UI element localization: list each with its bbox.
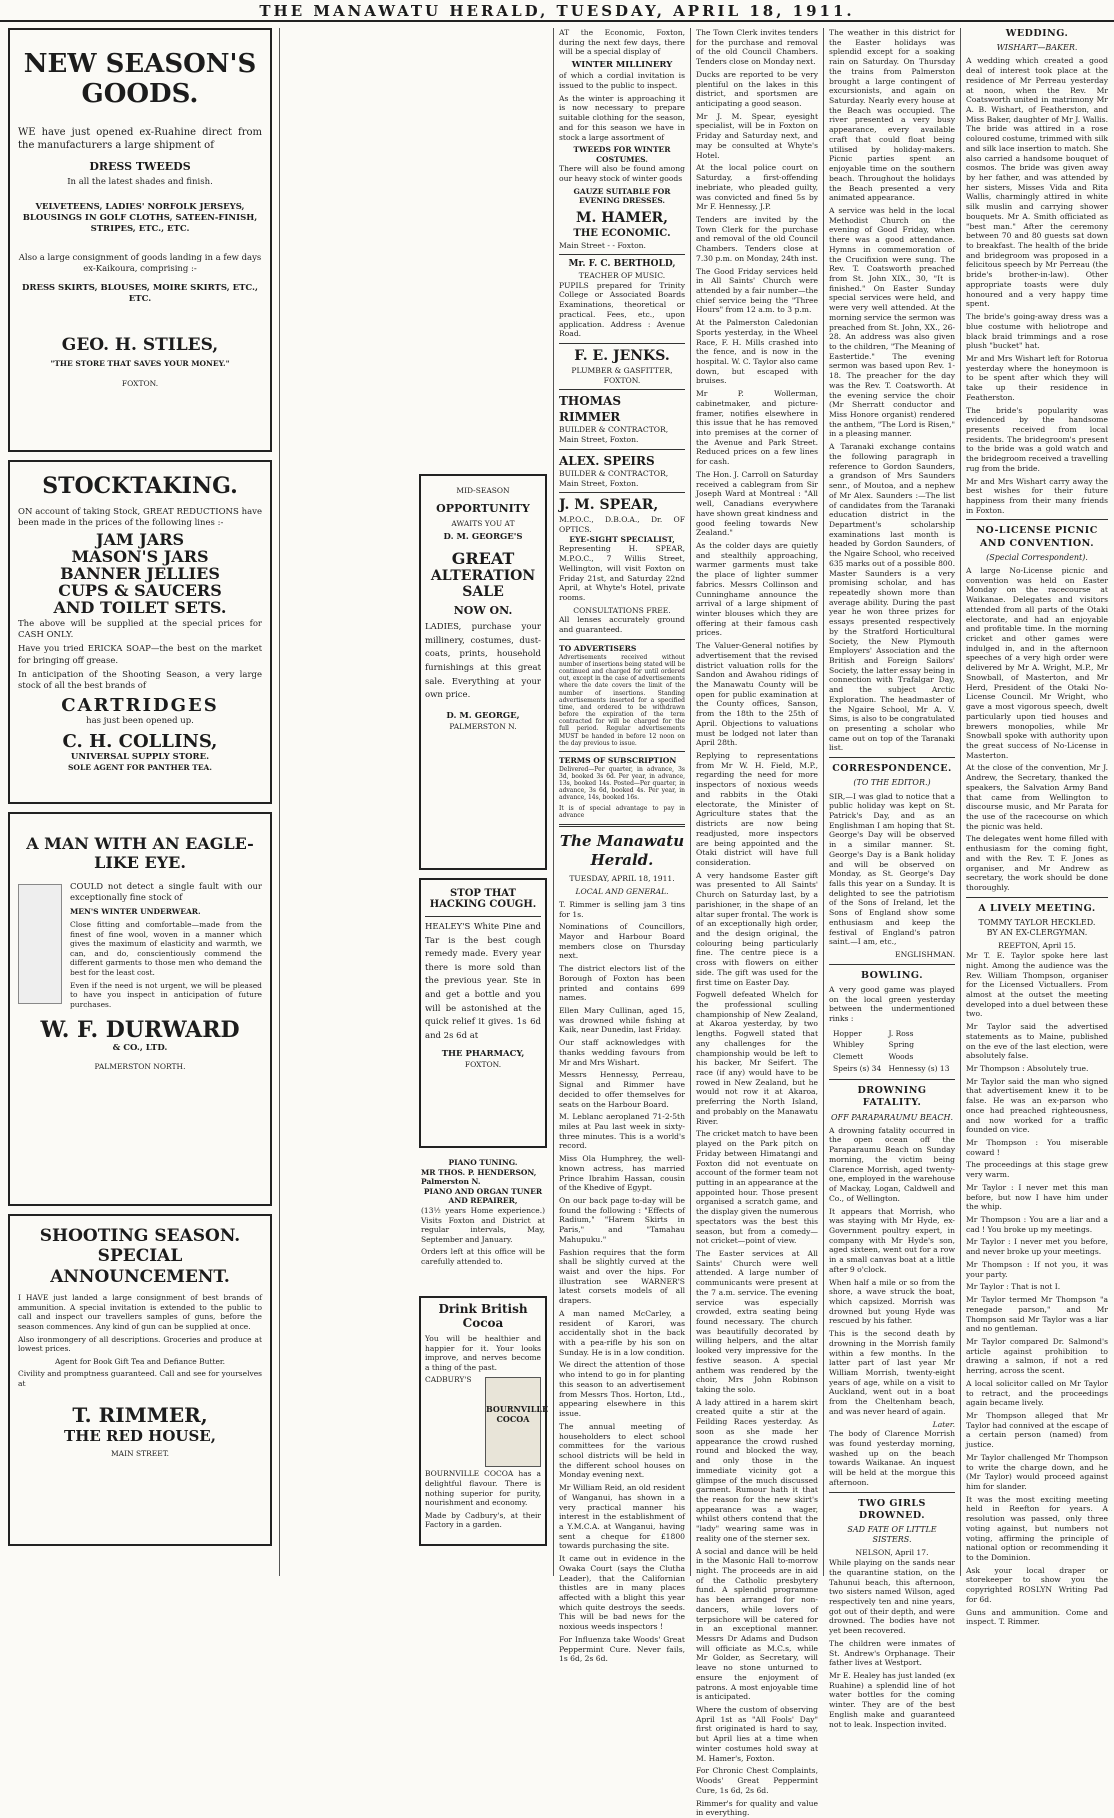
girls-sub: SAD FATE OF LITTLE SISTERS.: [847, 1524, 937, 1545]
meeting-heading: A LIVELY MEETING.: [978, 902, 1096, 914]
speirs-name: ALEX. SPEIRS: [559, 453, 655, 468]
meeting-paragraph: Mr Taylor said the man who signed that advertisement knew it to be false. He was an ex-parson who once had preached righteousness, and now worked for a traffic founded on vice.: [966, 1076, 1108, 1135]
spear-role: EYE-SIGHT SPECIALIST,: [569, 534, 675, 544]
hamer-heading: GAUZE SUITABLE FOR EVENING DRESSES.: [573, 186, 671, 206]
subscription-text: Delivered—Per quarter, in advance, 3s 3d, booked 3s 6d. Per year, in advance, 13s, booked 14s. Posted—Per quarter, in advance, 3s 6d, booked 4s. Per year, in advance, 14s, booked 16s.: [559, 765, 685, 802]
hamer-text: of which a cordial invitation is issued to the public to inspect.: [559, 71, 685, 90]
local-news-item: Ellen Mary Cullinan, aged 15, was drowned while fishing at Kaik, near Dunedin, last Friday.: [559, 1006, 685, 1035]
stiles-town: FOXTON.: [121, 378, 159, 388]
column-rule: [823, 28, 824, 1576]
collins-agent: SOLE AGENT FOR PANTHER TEA.: [68, 762, 212, 772]
durward-text: Even if the need is not urgent, we will be pleased to have you inspect in anticipation of future purchases.: [70, 980, 262, 1009]
meeting-paragraph: Mr Taylor said the advertised statements as to Maine, published on the eve of the last election, were absolutely false.: [966, 1022, 1108, 1061]
bowling-cell: Hennessy (s) 13: [888, 1063, 950, 1073]
piano-text: Orders left at this office will be carefully attended to.: [421, 1247, 545, 1266]
spear-quals: M.P.O.C., D.B.O.A., Dr. OF OPTICS.: [559, 515, 685, 534]
wedding-heading: WEDDING.: [1005, 28, 1069, 39]
column-rule: [960, 28, 961, 1576]
picnic-heading: NO-LICENSE PICNIC AND CONVENTION.: [976, 525, 1098, 549]
berthold-text: PUPILS prepared for Trinity College or Associated Boards Examinations, theoretical or practical. Fees, etc., upon application. Address : Avenue Road.: [559, 280, 685, 339]
meeting-date: REEFTON, April 15.: [998, 941, 1076, 951]
bowling-cell: Hopper: [833, 1028, 862, 1038]
stiles-item: DRESS SKIRTS, BLOUSES, MOIRE SKIRTS, ETC., ETC.: [22, 283, 258, 305]
column-rule: [279, 28, 280, 1576]
piano-advert: [419, 1156, 547, 1296]
hamer-name: M. HAMER,: [575, 210, 668, 227]
george-line: AWAITS YOU AT: [451, 518, 515, 528]
bowling-text: A very good game was played on the local green yesterday between the undermentioned rinks :: [829, 984, 955, 1024]
collins-intro: ON account of taking Stock, GREAT REDUCTIONS have been made in the prices of the following lines :-: [18, 507, 262, 529]
news-item: Replying to representations from Mr W. H. Field, M.P., regarding the need for more inspectors of noxious weeds and rabbits in the Otaki electorate, the Minister of Agriculture states that the districts are now being readjusted, more inspectors are being appointed and the Otaki district will have full consideration.: [696, 751, 818, 867]
girls-text: Mr E. Healey has just landed (ex Ruahine) a splendid line of hot water bottles for the coming winter. They are of the best English make and guaranteed not to leak. Inspection invited.: [829, 1671, 956, 1729]
cocoa-text: CADBURY'S BOURNVILLE COCOA has a delightful flavour. There is nothing superior for purity, nourishment and economy.: [425, 1375, 541, 1508]
jenks-role: PLUMBER & GASFITTER,: [571, 365, 673, 375]
cocoa-title: Drink British Cocoa: [438, 1302, 528, 1330]
drowning-text: It appears that Morrish, who was staying with Mr Hyde, ex-Government poultry expert, in company with Mr Hyde's son, aged sixteen, went out for a row in a small canvas boat at a little after 9 o'clock.: [829, 1206, 955, 1274]
spear-text: All lenses accurately ground and guaranteed.: [559, 615, 685, 635]
local-news-item: Mr William Reid, an old resident of Wanganui, has shown in a very practical manner his interest in the establishment of a Y.M.C.A. at Wanganui, having sent a cheque for £1800 towards purchasing the site.: [559, 1483, 685, 1551]
local-news-item: The district electors list of the Borough of Foxton has been printed and contains 699 names.: [559, 964, 685, 1003]
stiles-advert: [8, 28, 272, 452]
news-item: The cricket match to have been played on the Park pitch on Friday between Himatangi and Foxton did not eventuate on account of the former team not putting in an appearance at the appointed hour. Those present organised a scratch game, and the display given the numerous spectators was the best this season, but from a comedy—not cricket—point of view.: [696, 1129, 818, 1246]
george-line: MID-SEASON: [456, 486, 510, 495]
meeting-paragraph: Mr Thompson alleged that Mr Taylor had connived at the escape of a certain person (named) from justice.: [966, 1410, 1108, 1450]
cocoa-text: You will be healthier and happier for it. Your looks improve, and nerves become a thing of the past.: [425, 1334, 541, 1372]
drowning-text: When half a mile or so from the shore, a wave struck the boat, which capsized. Morrish was drowned but young Hyde was rescued by his father.: [829, 1277, 955, 1326]
correspondence-sub: (TO THE EDITOR.): [853, 778, 931, 788]
meeting-paragraph: Guns and ammunition. Come and inspect. T. Rimmer.: [966, 1607, 1108, 1627]
rimmer-house: THE RED HOUSE,: [64, 1426, 216, 1445]
trimmer-name: THOMAS RIMMER: [559, 394, 621, 424]
meeting-paragraph: Mr Taylor : I never met this man before, but now I have him under the whip.: [966, 1182, 1108, 1212]
pharmacy-title: STOP THAT HACKING COUGH.: [429, 888, 537, 910]
column-7: [966, 28, 1108, 1627]
collins-opened: has just been opened up.: [86, 715, 194, 726]
stiles-item: VELVETEENS, LADIES' NORFOLK JERSEYS, BLOUSINGS IN GOLF CLOTHS, SATEEN-FINISH, STRIPES, ETC., ETC.: [22, 201, 258, 234]
news-list: [829, 28, 955, 753]
man-illustration: [18, 884, 62, 1004]
girls-heading: TWO GIRLS DROWNED.: [858, 1497, 926, 1521]
wedding-text: A wedding which created a good deal of interest took place at the residence of Mr Perreau yesterday at noon, when the Rev. Mr Coatsworth united in matrimony Mr A. B. Wishart, of Featherston, and Miss Baker, daughter of Mr J. Wallis. The bride was attired in a rose coloured costume, trimmed with silk and silk lace insertion to match. She also carried a handsome bouquet of cosmos. The bride was given away by her father, and was attended by her sisters, Misses Vida and Rita Wallis, charmingly attired in white silk muslin and carrying shower bouquets. Mr A. Smith officiated as "best man." After the ceremony between 70 and 80 guests sat down to breakfast. The health of the bride and bridegroom was proposed in a felicitous speech by Mr Perreau (the bride's brother-in-law). Other appropriate toasts were duly honoured and a very happy time spent.: [966, 56, 1108, 309]
spear-text: CONSULTATIONS FREE.: [573, 605, 671, 615]
collins-line: CUPS & SAUCERS: [58, 580, 222, 600]
local-news-item: Messrs Hennessy, Perreau, Signal and Rimmer have decided to offer themselves for seats on the Harbour Board.: [559, 1070, 685, 1109]
durward-text: COULD not detect a single fault with our exceptionally fine stock of: [70, 882, 262, 904]
news-item: The Hon. J. Carroll on Saturday received a cablegram from Sir Joseph Ward at Montreal : "All well, Canadians everywhere have shown great kindness and good feeling towards New Zealand.": [696, 469, 818, 538]
durward-underwear: MEN'S WINTER UNDERWEAR.: [70, 907, 201, 917]
newspaper-masthead: The Manawatu Herald.: [559, 832, 685, 870]
column-rule: [690, 28, 691, 1576]
meeting-paragraph: Mr Thompson : Absolutely true.: [966, 1063, 1089, 1073]
news-item: The Good Friday services held in All Saints' Church were attended by a fair number—the chief service being the "Three Hours" from 12 a.m. to 3 p.m.: [696, 266, 818, 315]
girls-date: NELSON, April 17.: [855, 1548, 929, 1558]
correspondence-text: SIR,—I was glad to notice that a public holiday was kept on St. Patrick's Day, and as an Englishman I am hoping that St. George's Day will be observed in a similar manner. St. George's Day is a Bank holiday and will be observed on Monday, as St. George's Day falls this year on a Sunday. It is delighted to see the patriotism of the Sons of Ireland, let the Sons of England show some enthusiasm and keep the festival of England's patron saint.—I am, etc.,: [829, 791, 955, 947]
local-news-item: Nominations of Councillors, Mayor and Harbour Board members close on Thursday next.: [559, 922, 685, 961]
rimmer-title: SPECIAL ANNOUNCEMENT.: [50, 1246, 230, 1287]
drowning-text: This is the second death by drowning in the Morrish family within a few months. In the latter part of last year Mr William Morrish, twenty-eight years of age, while on a visit to Auckland, went out in a boat from the Cheltenham beach, and was never heard of again.: [829, 1329, 955, 1416]
subscription-text: It is of special advantage to pay in advance: [559, 804, 685, 819]
wedding-text: Mr and Mrs Wishart carry away the best wishes for their future happiness from their many friends in Foxton.: [966, 476, 1108, 515]
rimmer-title: SHOOTING SEASON.: [39, 1226, 241, 1246]
news-item: A service was held in the local Methodist Church on the evening of Good Friday, when there was a good attendance. Hymns in commemoration of the Crucifixion were sung. The Rev. T. Coatsworth preached from St. John XIX., 30, "It is finished." On Easter Sunday special services were held, and were very well attended. At the morning service the sermon was preached from St. John, XX., 26-28. An address was also given to the children, "The Meaning of Eastertide." The evening sermon was based upon Rev. 1-18. The preacher for the day was the Rev. T. Coatsworth. At the evening service the choir (Mr Sherratt conductor and Miss Honore organist) rendered the anthem, "The Lord is Risen," in a pleasing manner.: [829, 205, 955, 439]
bowling-cell: J. Ross: [888, 1028, 914, 1038]
hamer-text: As the winter is approaching it is now necessary to prepare suitable clothing for the season, and for this season we have in stock a large assortment of: [559, 93, 685, 142]
rimmer-text: I HAVE just landed a large consignment of best brands of ammunition. A special invitation is extended to the public to call and inspect our travellers samples of guns, before the season commences. Any kind of gun can be supplied at once.: [18, 1293, 262, 1331]
local-news-item: For Influenza take Woods' Great Peppermint Cure. Never fails, 1s 6d, 2s 6d.: [559, 1634, 685, 1664]
george-town: PALMERSTON N.: [449, 721, 517, 731]
berthold-role: TEACHER OF MUSIC.: [578, 270, 666, 280]
meeting-paragraph: Mr Thompson : You miserable coward !: [966, 1138, 1108, 1157]
news-item: A Taranaki exchange contains the following paragraph in reference to Gordon Saunders, a grandson of Mrs Saunders senr., of Moutoa, and a nephew of Mr Alex. Saunders :—The list of candidates from the Taranaki education district in the Department's scholarship examinations last month is headed by Gordon Saunders, of the Ngaire School, who received 635 marks out of a possible 800. Master Saunders is a very promising scholar, and has repeatedly shown more than average ability. During the past year he won three prizes for essays presented respectively by the Stratford Horticultural Society, the New Plymouth Employers' Association and the British and Foreign Sailors' Society, the latter essay being in connection with Trafalgar Day, and the subject Arctic Exploration. The headmaster of the Ngaire School, Mr A. V. Sims, is also to be congratulated on presenting a scholar who came out on top of the Taranaki list.: [829, 442, 955, 753]
stiles-item-sub: In all the latest shades and finish.: [67, 176, 213, 187]
local-news-item: We direct the attention of those who intend to go in for planting this season to an advertisement from Messrs Thos. Horton, Ltd., appearing elsewhere in this issue.: [559, 1360, 685, 1419]
george-line: SALE: [462, 584, 504, 601]
subscription-title: TERMS OF SUBSCRIPTION: [559, 756, 677, 765]
rimmer-text: Civility and promptness guaranteed. Call and see for yourselves at: [18, 1369, 262, 1388]
column-rule: [553, 28, 554, 1576]
picnic-text: A large No-License picnic and convention was held on Easter Monday on the racecourse at Waikanae. Delegates and visitors attended from all parts of the Otaki electorate, and had an enjoyable and profitable time. In the morning cricket and other games were indulged in, and in the afternoon speeches of a very high order were delivered by Mr A. Wright, M.P., Mr Snowball, of Masterton, and Mr Herd, President of the Otaki No-License Council. Mr Wright, who gave a most vigorous speech, dwelt particularly upon tied houses and brewers monopolies, while Mr Snowball spoke with authority upon the great success of No-License in Masterton.: [966, 566, 1108, 760]
piano-text: MR THOS. P. HENDERSON, Palmerston N.: [421, 1167, 537, 1187]
news-item: The weather in this district for the Easter holidays was splendid except for a soaking rain on Saturday. On Thursday the trains from Palmerston brought a large contingent of excursionists, and again on Saturday. Nearly every house at the Beach was occupied. The river presented a very busy appearance, every available craft that could float being utilised by holiday-makers. Picnic parties spent an enjoyable time on the southern beach. Throughout the holidays the Beach presented a very animated appearance.: [829, 28, 955, 203]
news-item: A lady attired in a harem skirt created quite a stir at the Feilding Races yesterday. As soon as she made her appearance the crowd rushed round and blocked the way, and only those in the immediate vicinity got a glimpse of the much discussed garment. Rumour hath it that the reason for the new skirt's appearance was a wager, whilst others contend that the "lady" wearing same was in reality one of the sterner sex.: [696, 1397, 818, 1543]
meeting-paragraph: Ask your local draper or storekeeper to show you the copyrighted ROSLYN Writing Pad for 6d.: [966, 1565, 1108, 1604]
news-item: At the local police court on Saturday, a first-offending inebriate, who pleaded guilty, was convicted and fined 5s by Mr F. Hennessy, J.P.: [696, 163, 818, 212]
picnic-text: The delegates went home filled with enthusiasm for the coming fight, and with the Rev. T. F. Jones as organiser, and Mr Andrew as secretary, the work should be done thoroughly.: [966, 834, 1108, 892]
news-item: The Easter services at All Saints' Church were well attended. A large number of communicants were present at the 7 a.m. service. The evening service was especially crowded, extra seating being found necessary. The church was beautifully decorated by willing helpers, and the altar looked very impressive for the festive season. A special anthem was rendered by the choir, Mrs John Robinson taking the solo.: [696, 1248, 818, 1395]
durward-advert: [8, 812, 272, 1206]
news-item: As the colder days are quietly and stealthily approaching, warmer garments must take the place of lighter summer fabrics. Messrs Collinson and Cunninghame announce the arrival of a large shipment of winter blouses which they are offering at their famous cash prices.: [696, 540, 818, 638]
newspaper-date: TUESDAY, APRIL 18, 1911.: [569, 874, 675, 884]
cocoa-text: Made by Cadbury's, at their Factory in a garden.: [425, 1510, 541, 1530]
drowning-text: A drowning fatality occurred in the open ocean off the Paraparaumu Beach on Sunday morning, the victim being Clarence Morrish, aged twenty-one, employed in the warehouse of Mackay, Logan, Caldwell and Co., of Wellington.: [829, 1125, 955, 1203]
spear-text: Representing H. SPEAR, M.P.O.C., 7 Willis Street, Wellington, will visit Foxton on Friday 21st, and Saturday 22nd April, at Whyte's Hotel, private rooms.: [559, 544, 685, 602]
news-item: At the Palmerston Caledonian Sports yesterday, in the Wheel Race, F. H. Mills crashed into the fence, and is now in the hospital. W. C. Taylor also came down, but escaped with bruises.: [696, 318, 818, 386]
bowling-cell: Clemett: [833, 1052, 864, 1062]
girls-text: The children were inmates of St. Andrew's Orphanage. Their father lives at Westport.: [829, 1638, 955, 1668]
bowling-cell: Spring: [888, 1040, 914, 1050]
spear-name: J. M. SPEAR,: [559, 497, 659, 514]
advertisers-text: Advertisements received without number of insertions being stated will be continued and charged for until ordered out, except in the case of advertisements where the date covers the limit of the number of insertions. Standing advertisements inserted for a specified time, and ordered to be withdrawn before the expiration of the term contracted for will be charged for the full period. Regular advertisements MUST be handed in before 12 noon on the day previous to issue.: [559, 653, 685, 747]
news-item: Mr J. M. Spear, eyesight specialist, will be in Foxton on Friday and Saturday next, and may be consulted at Whyte's Hotel.: [696, 111, 818, 160]
bowling-heading: BOWLING.: [860, 969, 924, 981]
bowling-row: [831, 1040, 953, 1050]
column-6: [829, 28, 956, 1729]
pharmacy-advert: [419, 878, 547, 1148]
stiles-intro: WE have just opened ex-Ruahine direct from the manufacturers a large shipment of: [18, 126, 262, 151]
pharmacy-town: FOXTON.: [464, 1060, 502, 1070]
collins-line: AND TOILET SETS.: [53, 597, 227, 617]
george-line: OPPORTUNITY: [436, 501, 530, 515]
local-news-item: Miss Ola Humphrey, the well-known actress, has married Prince Ibrahim Hassan, cousin of the Khedive of Egypt.: [559, 1154, 685, 1193]
local-news-item: The annual meeting of householders to elect school committees for the various school districts will be held in the different school houses on Monday evening next.: [559, 1421, 685, 1480]
collins-title: STOCKTAKING.: [42, 473, 238, 499]
stiles-name: GEO. H. STILES,: [61, 335, 219, 356]
cocoa-advert: [419, 1296, 547, 1546]
hamer-sub: THE ECONOMIC.: [573, 227, 671, 239]
collins-soap: Have you tried ERICKA SOAP—the best on the market for bringing off grease.: [18, 644, 262, 666]
news-item: Rimmer's for quality and value in everything.: [696, 1798, 818, 1818]
column-3: [419, 474, 547, 1554]
collins-advert: [8, 460, 272, 804]
rimmer-text: Also ironmongery of all descriptions. Groceries and produce at lowest prices.: [18, 1334, 262, 1354]
picnic-sub: (Special Correspondent).: [986, 552, 1088, 562]
stiles-also: Also a large consignment of goods landing in a few days ex-Kaikoura, comprising :-: [18, 252, 262, 275]
news-item: The Town Clerk invites tenders for the purchase and removal of the old Council Chambers. Tenders close on Monday next.: [696, 28, 818, 67]
news-item: The Valuer-General notifies by advertisement that the revised district valuation rolls for the Sandon and Awahou ridings of the Manawatu County will be open for public examination at the County offices, Sanson, from the 18th to the 25th of April. Objections to valuations must be lodged not later than April 28th.: [696, 641, 818, 748]
rimmer-name: T. RIMMER,: [72, 1402, 208, 1427]
news-item: A social and dance will be held in the Masonic Hall to-morrow night. The proceeds are in aid of the Catholic presbytery fund. A splendid programme has been arranged for non-dancers, while lovers of terpsichore will be catered for in an exceptional manner. Messrs Dr Adams and Dudson will officiate as M.C.s, while Mr Golder, as Secretary, will leave no stone unturned to ensure the enjoyment of patrons. A most enjoyable time is anticipated.: [696, 1546, 818, 1702]
drowning-sub: OFF PARAPARAUMU BEACH.: [830, 1112, 953, 1122]
jenks-town: FOXTON.: [603, 375, 641, 385]
collins-note: The above will be supplied at the special prices for CASH ONLY.: [18, 619, 262, 641]
piano-text: (13½ years Home experience.) Visits Foxton and District at regular intervals, May, September and January.: [421, 1205, 545, 1244]
page-header: THE MANAWATU HERALD, TUESDAY, APRIL 18, 1911.: [0, 0, 1114, 22]
collins-line: JAM JARS: [95, 530, 185, 550]
collins-line: BANNER JELLIES: [60, 563, 220, 583]
george-line: NOW ON.: [453, 604, 513, 618]
george-line: ALTERATION: [430, 568, 536, 585]
cocoa-tin-image: BOURNVILLE COCOA: [485, 1377, 541, 1467]
pharmacy-text: HEALEY'S White Pine and Tar is the best cough remedy made. Every year there is more sold than the previous year. Ste in and get a bottle and you will be astonished at the quick relief it gives. 1s 6d and 2s 6d at: [425, 922, 541, 1041]
meeting-sub: TOMMY TAYLOR HECKLED.: [978, 917, 1096, 927]
meeting-paragraph: The proceedings at this stage grew very warm.: [966, 1160, 1108, 1180]
stiles-item: DRESS TWEEDS: [89, 159, 191, 173]
local-news-item: T. Rimmer is selling jam 3 tins for 1s.: [559, 899, 685, 919]
durward-town: PALMERSTON NORTH.: [94, 1062, 186, 1072]
berthold-name: Mr. F. C. BERTHOLD,: [568, 259, 676, 270]
local-news-item: It came out in evidence in the Owaka Court (says the Clutha Leader), that the Californian thistles are in many places affected with a blight this year which quite destroys the seeds. This will be bad news for the noxious weeds inspectors !: [559, 1554, 685, 1632]
jenks-name: F. E. JENKS.: [574, 348, 670, 365]
hamer-text: AT the Economic, Foxton, during the next few days, there will be a special display of: [559, 28, 685, 57]
wedding-sub: WISHART—BAKER.: [996, 43, 1078, 53]
stiles-slogan: "THE STORE THAT SAVES YOUR MONEY.": [50, 359, 230, 369]
hamer-heading: TWEEDS FOR WINTER COSTUMES.: [573, 145, 671, 164]
speirs-addr: Main Street, Foxton.: [559, 478, 639, 488]
bowling-cell: Woods: [888, 1052, 914, 1062]
collins-line: MASON'S JARS: [71, 547, 209, 567]
hamer-text: There will also be found among our heavy stock of winter goods: [559, 164, 685, 184]
correspondence-heading: CORRESPONDENCE.: [832, 763, 952, 775]
hamer-heading: WINTER MILLINERY: [571, 60, 673, 71]
collins-store: UNIVERSAL SUPPLY STORE.: [70, 751, 210, 762]
news-item: Ducks are reported to be very plentiful on the lakes in this district, and sportsmen are anticipating a good season.: [696, 69, 818, 109]
george-text: LADIES, purchase your millinery, costumes, dust-coats, prints, household furnishings at this great sale. Everything at your own price.: [425, 622, 541, 701]
local-news-item: Fashion requires that the form shall be slightly curved at the waist and over the hips. For illustration see WARNER'S latest corsets models of all drapers.: [559, 1247, 685, 1306]
meeting-sub: BY AN EX-CLERGYMAN.: [986, 928, 1088, 938]
durward-co: & CO., LTD.: [112, 1043, 168, 1054]
bowling-row: [831, 1029, 953, 1039]
column-1: [8, 28, 272, 1554]
news-item: For Chronic Chest Complaints, Woods' Great Peppermint Cure, 1s 6d, 2s 6d.: [696, 1766, 818, 1795]
stiles-title: NEW SEASON'S GOODS.: [23, 49, 257, 109]
george-name: D. M. GEORGE,: [446, 710, 520, 721]
meeting-paragraph: Mr Thompson : You are a liar and a cad ! You broke up my meetings.: [966, 1215, 1108, 1234]
column-4: [559, 28, 685, 1664]
george-line: GREAT: [451, 549, 515, 569]
local-news-item: Our staff acknowledges with thanks wedding favours from Mr and Mrs Wishart.: [559, 1038, 685, 1067]
correspondence-sig: ENGLISHMAN.: [895, 950, 955, 960]
local-news-item: M. Leblanc aeroplaned 71-2-5th miles at Pau last week in sixty-three minutes. This is a world's record.: [559, 1112, 685, 1151]
meeting-text: [966, 951, 1108, 1627]
rimmer-text: Agent for Book Gift Tea and Defiance Butter.: [54, 1356, 226, 1366]
bowling-cell: Whibley: [833, 1040, 864, 1050]
collins-name: C. H. COLLINS,: [62, 730, 218, 752]
piano-title: PIANO TUNING.: [448, 1158, 518, 1167]
george-line: D. M. GEORGE'S: [443, 532, 523, 543]
wedding-text: The bride's going-away dress was a blue costume with heliotrope and black braid trimmings and a rose plush "bucket" hat.: [966, 312, 1108, 351]
collins-cartridges: CARTRIDGES: [61, 694, 219, 716]
meeting-paragraph: Mr Thompson : If not you, it was your party.: [966, 1259, 1108, 1279]
local-news-item: A man named McCarley, a resident of Karori, was accidentally shot in the back with a pea-rifle by his son on Sunday. He is in a low condition.: [559, 1308, 685, 1357]
picnic-text: At the close of the convention, Mr J. Andrew, the Secretary, thanked the speakers, the Salvation Army Band that came from Wellington to discourse music, and Mr Parata for the use of the racecourse on which the picnic was held.: [966, 763, 1108, 831]
rimmer-advert: [8, 1214, 272, 1546]
speirs-role: BUILDER & CONTRACTOR,: [559, 468, 669, 478]
news-item: Where the custom of observing April 1st as "All Fools' Day" first originated is hard to say, but April lies at a time when winter costumes hold sway at M. Hamer's, Foxton.: [696, 1705, 818, 1763]
trimmer-role: BUILDER & CONTRACTOR,: [559, 425, 669, 435]
wedding-text: The bride's popularity was evidenced by the handsome presents received from local residents. The bridegroom's present to the bride was a gold watch and the bridegroom received a travelling rug from the bride.: [966, 405, 1108, 473]
bowling-row: [831, 1052, 953, 1062]
durward-title: A MAN WITH AN EAGLE-LIKE EYE.: [26, 834, 254, 873]
drowning-text: The body of Clarence Morrish was found yesterday morning, washed up on the beach towards Waikanae. An inquest will be held at the morgue this afternoon.: [829, 1429, 955, 1487]
meeting-paragraph: Mr Taylor compared Dr. Salmond's article against prohibition to drawing a salmon, if not a red herring, across the scent.: [966, 1336, 1108, 1376]
drowning-heading: DROWNING FATALITY.: [857, 1085, 927, 1109]
news-item: A very handsome Easter gift was presented to All Saints' Church on Saturday last, by a parishioner, in the shape of an altar super frontal. The work is of an exceptionally high order, and the design original, the colouring being particularly fine. The centre piece is a cross with flowers on either side. The gift was used for the first time on Easter Day.: [696, 870, 818, 987]
news-item: Fogwell defeated Whelch for the professional sculling championship of New Zealand, at Akaroa yesterday, by two lengths. Fogwell stated that any challenges for the championship would be left to his backer, Mr Seifert. The race (if any) would have to be rowed in New Zealand, but he would not row it at Akaroa, preferring the North Island, and probably on the Manawatu River.: [696, 990, 818, 1126]
bowling-row: [831, 1064, 953, 1074]
bowling-cell: Speirs (s) 34: [833, 1063, 882, 1073]
wedding-text: Mr and Mrs Wishart left for Rotorua yesterday where the honeymoon is to be spent after which they will take up their residence in Featherston.: [966, 353, 1108, 402]
meeting-paragraph: Mr Taylor challenged Mr Thompson to write the charge down, and he (Mr Taylor) would proceed against him for slander.: [966, 1452, 1108, 1491]
section-title: LOCAL AND GENERAL.: [575, 887, 669, 897]
hamer-addr: Main Street - - Foxton.: [559, 240, 646, 250]
bowling-table: [829, 1027, 955, 1075]
collins-shoot: In anticipation of the Shooting Season, a very large stock of all the best brands of: [18, 669, 262, 691]
pharmacy-name: THE PHARMACY,: [441, 1049, 525, 1060]
news-list: [696, 28, 818, 1818]
meeting-paragraph: A local solicitor called on Mr Taylor to retract, and the proceedings again became lively.: [966, 1378, 1108, 1408]
drowning-later: Later.: [932, 1419, 955, 1429]
meeting-paragraph: Mr T. E. Taylor spoke here last night. Among the audience was the Rev. William Thompson, organiser for the Licensed Victuallers. From almost at the outset the meeting developed into a duel between these two.: [966, 951, 1108, 1019]
george-advert: [419, 474, 547, 870]
piano-text: PIANO AND ORGAN TUNER AND REPAIRER,: [423, 1186, 543, 1206]
meeting-paragraph: Mr Taylor termed Mr Thompson "a renegade parson," and Mr Thompson said Mr Taylor was a liar and no gentleman.: [966, 1295, 1108, 1334]
meeting-paragraph: Mr Taylor : I never met you before, and never broke up your meetings.: [966, 1237, 1108, 1257]
column-5: [696, 28, 818, 1818]
meeting-paragraph: Mr Taylor : That is not I.: [966, 1282, 1061, 1292]
news-item: Mr P. Wollerman, cabinetmaker, and picture-framer, notifies elsewhere in this issue that he has removed into premises at the corner of the Avenue and Park Street. Reduced prices on a few lines for cash.: [696, 389, 818, 467]
trimmer-addr: Main Street, Foxton.: [559, 434, 639, 444]
meeting-paragraph: It was the most exciting meeting held in Reefton for years. A resolution was passed, only three voting against, but numbers not voting, affirming the principle of national option or recommending it to the Dominion.: [966, 1494, 1108, 1563]
durward-text: Close fitting and comfortable—made from the finest of fine wool, woven in a manner which gives the maximum of elasticity and warmth, we can, and do, conscientiously commend the different garments to those men who demand the best for the least cost.: [70, 920, 262, 978]
rimmer-street: MAIN STREET.: [110, 1448, 170, 1458]
local-news-item: On our back page to-day will be found the following : "Effects of Radium," "Harem Skirts in Paris," and "Tamahau Mahupuku.": [559, 1195, 685, 1244]
advertisers-title: TO ADVERTISERS: [559, 643, 637, 653]
durward-name: W. F. DURWARD: [40, 1017, 240, 1044]
local-news-list: [559, 900, 685, 1664]
news-item: Tenders are invited by the Town Clerk for the purchase and removal of the old Council Chambers. Tenders close at 7.30 p.m. on Monday, 24th inst.: [696, 214, 818, 263]
girls-text: While playing on the sands near the quarantine station, on the Tahunui beach, this afternoon, two sisters named Wilson, aged respectively ten and nine years, got out of their depth, and were drowned. The bodies have not yet been recovered.: [829, 1558, 955, 1636]
